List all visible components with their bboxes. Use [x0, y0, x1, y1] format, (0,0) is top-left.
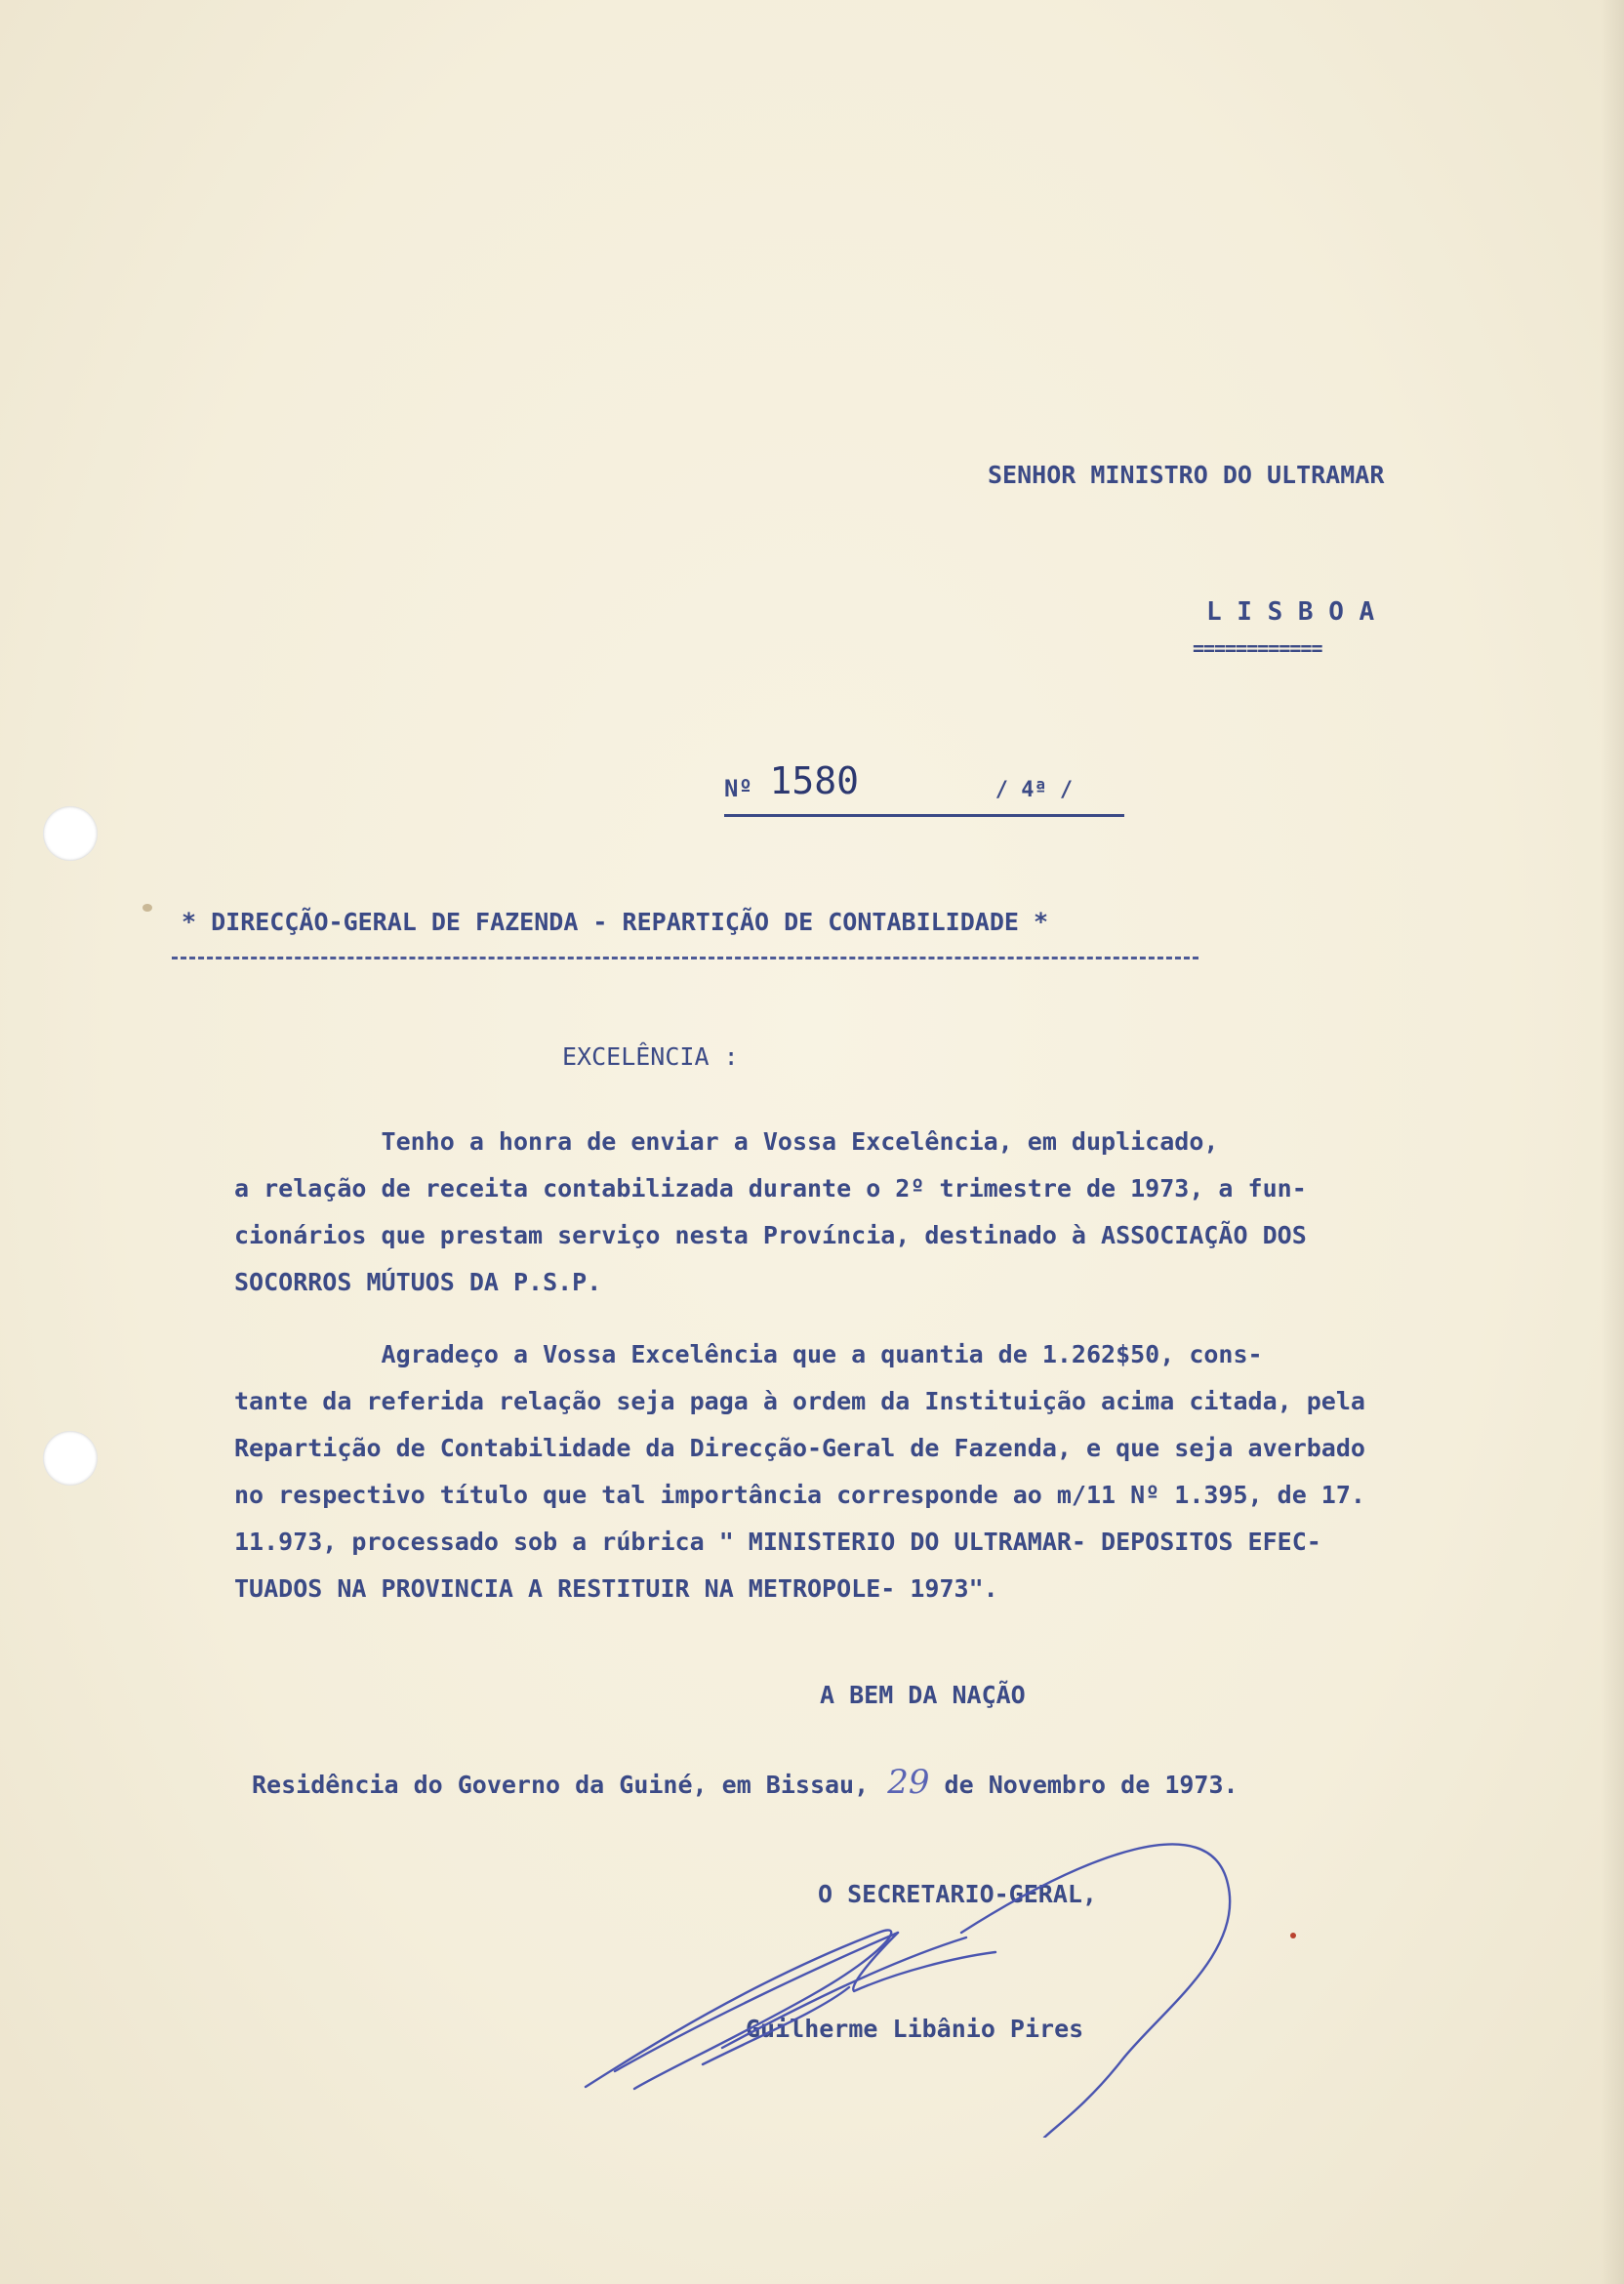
department-heading: * DIRECÇÃO-GERAL DE FAZENDA - REPARTIÇÃO DE CONTABILIDADE * — [182, 908, 1049, 936]
paragraph-1-line: cionários que prestam serviço nesta Província, destinado à ASSOCIAÇÃO DOS — [234, 1221, 1307, 1249]
salutation: EXCELÊNCIA : — [562, 1042, 739, 1071]
paper-speck — [142, 904, 152, 912]
paragraph-1-line: a relação de receita contabilizada durante o 2º trimestre de 1973, a fun- — [234, 1174, 1307, 1203]
paragraph-2-line: 11.973, processado sob a rúbrica " MINISTERIO DO ULTRAMAR- DEPOSITOS EFEC- — [234, 1528, 1321, 1556]
reference-number-line — [724, 759, 1124, 817]
paper-speck — [1290, 1933, 1296, 1938]
paragraph-1-line: SOCORROS MÚTUOS DA P.S.P. — [234, 1268, 602, 1296]
department-underline — [172, 957, 1198, 959]
reference-prefix: Nº — [724, 775, 752, 802]
addressee-line: SENHOR MINISTRO DO ULTRAMAR — [988, 461, 1385, 489]
paragraph-2 — [234, 1331, 1596, 1612]
handwritten-signature — [576, 1815, 1259, 2138]
paragraph-2-line: no respectivo título que tal importância corresponde ao m/11 Nº 1.395, de 17. — [234, 1481, 1365, 1509]
addressee-city-underline: ============ — [1193, 636, 1322, 660]
addressee-city: L I S B O A — [1206, 597, 1375, 627]
handwritten-day: 29 — [887, 1763, 930, 1802]
closing-formula: A BEM DA NAÇÃO — [820, 1681, 1026, 1709]
paragraph-2-line: Agradeço a Vossa Excelência que a quantia de 1.262$50, cons- — [234, 1340, 1263, 1368]
place-date-before: Residência do Governo da Guiné, em Bissau, — [252, 1771, 870, 1799]
signatory-title: O SECRETARIO-GERAL, — [818, 1880, 1097, 1908]
punch-hole-bottom — [43, 1431, 98, 1486]
paragraph-2-line: TUADOS NA PROVINCIA A RESTITUIR NA METROPOLE- 1973". — [234, 1574, 998, 1603]
place-date-after: de Novembro de 1973. — [944, 1771, 1238, 1799]
paragraph-2-line: tante da referida relação seja paga à ordem da Instituição acima citada, pela — [234, 1387, 1365, 1415]
signatory-name: Guilherme Libânio Pires — [746, 2015, 1084, 2043]
reference-number: 1580 — [769, 759, 860, 802]
reference-suffix: / 4ª / — [995, 778, 1074, 802]
page-edge-shadow — [1601, 0, 1624, 2284]
punch-hole-top — [43, 806, 98, 861]
paragraph-1 — [234, 1119, 1596, 1306]
paragraph-2-line: Repartição de Contabilidade da Direcção-Geral de Fazenda, e que seja averbado — [234, 1434, 1365, 1462]
place-date-line — [252, 1763, 1238, 1802]
paragraph-1-line: Tenho a honra de enviar a Vossa Excelência, em duplicado, — [234, 1127, 1219, 1156]
